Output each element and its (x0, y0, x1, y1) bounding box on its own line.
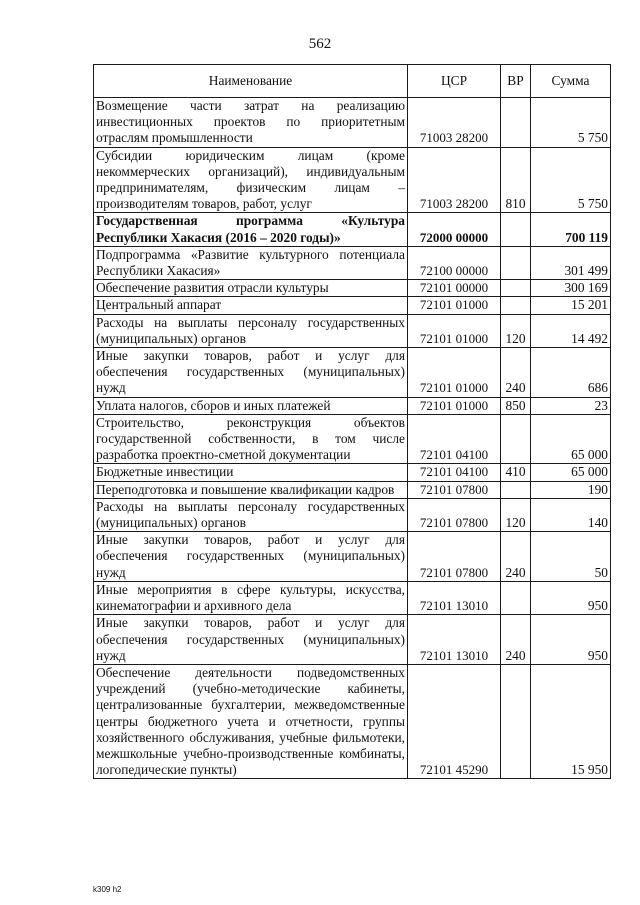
row-vr-cell (501, 280, 531, 297)
row-name-cell: Иные закупки товаров, работ и услуг для обеспечения государственных (муниципальных) нужд (94, 348, 408, 398)
row-sum-cell: 15 950 (531, 664, 611, 778)
row-vr-cell (501, 297, 531, 314)
table-row (94, 397, 611, 414)
row-name-cell: Строительство, реконструкция объектов государственной собственности, в том числе разработка проектно-сметной документации (94, 414, 408, 464)
row-sum-cell: 686 (531, 348, 611, 398)
table-row (94, 664, 611, 778)
row-sum-cell: 950 (531, 581, 611, 614)
row-name-cell: Уплата налогов, сборов и иных платежей (94, 397, 408, 414)
table-row (94, 314, 611, 347)
row-sum-cell: 950 (531, 615, 611, 665)
row-name-cell: Иные мероприятия в сфере культуры, искусства, кинематографии и архивного дела (94, 581, 408, 614)
row-sum-cell: 190 (531, 481, 611, 498)
table-row (94, 98, 611, 148)
header-name: Наименование (94, 65, 408, 98)
table-row (94, 213, 611, 246)
row-sum-cell: 5 750 (531, 147, 611, 213)
row-csr-cell: 72101 01000 (408, 397, 501, 414)
row-name-cell: Центральный аппарат (94, 297, 408, 314)
row-csr-cell: 72101 01000 (408, 314, 501, 347)
row-sum-cell: 65 000 (531, 414, 611, 464)
row-sum-cell: 5 750 (531, 98, 611, 148)
row-name-cell: Иные закупки товаров, работ и услуг для обеспечения государственных (муниципальных) нужд (94, 532, 408, 582)
table-row (94, 280, 611, 297)
row-vr-cell (501, 664, 531, 778)
row-name-cell: Переподготовка и повышение квалификации кадров (94, 481, 408, 498)
table-row (94, 532, 611, 582)
row-csr-cell: 71003 28200 (408, 98, 501, 148)
row-csr-cell: 72000 00000 (408, 213, 501, 246)
row-name-cell: Обеспечение деятельности подведомственных учреждений (учебно-методические кабинеты, централизованные бухгалтерии, межведомственные центры бюджетного учета и отчетности, группы хозяйственного обслуживания, учебные фильмотеки, межшкольные учебно-производственные комбинаты, логопедические пункты) (94, 664, 408, 778)
row-vr-cell: 810 (501, 147, 531, 213)
row-vr-cell (501, 213, 531, 246)
row-sum-cell: 140 (531, 498, 611, 531)
row-csr-cell: 72101 13010 (408, 615, 501, 665)
table-row (94, 464, 611, 481)
row-vr-cell: 240 (501, 348, 531, 398)
row-sum-cell: 65 000 (531, 464, 611, 481)
table-row (94, 297, 611, 314)
row-csr-cell: 72101 45290 (408, 664, 501, 778)
row-csr-cell: 72100 00000 (408, 246, 501, 279)
table-row (94, 481, 611, 498)
header-csr: ЦСР (408, 65, 501, 98)
page-number: 562 (308, 36, 332, 52)
budget-table (93, 64, 611, 779)
row-vr-cell (501, 414, 531, 464)
table-row (94, 147, 611, 213)
row-vr-cell (501, 481, 531, 498)
row-csr-cell: 72101 07800 (408, 498, 501, 531)
row-vr-cell: 240 (501, 532, 531, 582)
row-name-cell: Расходы на выплаты персоналу государственных (муниципальных) органов (94, 314, 408, 347)
row-csr-cell: 72101 07800 (408, 481, 501, 498)
row-csr-cell: 72101 13010 (408, 581, 501, 614)
row-sum-cell: 14 492 (531, 314, 611, 347)
row-name-cell: Бюджетные инвестиции (94, 464, 408, 481)
table-row (94, 348, 611, 398)
table-row (94, 615, 611, 665)
table-row (94, 581, 611, 614)
row-name-cell: Расходы на выплаты персоналу государственных (муниципальных) органов (94, 498, 408, 531)
row-csr-cell: 72101 04100 (408, 464, 501, 481)
header-vr: ВР (501, 65, 531, 98)
row-csr-cell: 72101 07800 (408, 532, 501, 582)
row-csr-cell: 72101 01000 (408, 348, 501, 398)
row-vr-cell: 240 (501, 615, 531, 665)
row-sum-cell: 23 (531, 397, 611, 414)
row-sum-cell: 700 119 (531, 213, 611, 246)
header-sum: Сумма (531, 65, 611, 98)
row-name-cell: Обеспечение развития отрасли культуры (94, 280, 408, 297)
row-vr-cell (501, 246, 531, 279)
table-row (94, 498, 611, 531)
row-name-cell: Подпрограмма «Развитие культурного потенциала Республики Хакасия» (94, 246, 408, 279)
row-vr-cell: 410 (501, 464, 531, 481)
row-csr-cell: 72101 00000 (408, 280, 501, 297)
row-name-cell: Субсидии юридическим лицам (кроме некоммерческих организаций), индивидуальным предпринимателям, физическим лицам – производителям товаров, работ, услуг (94, 147, 408, 213)
row-csr-cell: 72101 01000 (408, 297, 501, 314)
row-name-cell: Государственная программа «Культура Республики Хакасия (2016 – 2020 годы)» (94, 213, 408, 246)
row-vr-cell (501, 98, 531, 148)
row-sum-cell: 15 201 (531, 297, 611, 314)
row-csr-cell: 72101 04100 (408, 414, 501, 464)
row-vr-cell: 850 (501, 397, 531, 414)
row-csr-cell: 71003 28200 (408, 147, 501, 213)
row-vr-cell (501, 581, 531, 614)
row-vr-cell: 120 (501, 314, 531, 347)
row-name-cell: Иные закупки товаров, работ и услуг для обеспечения государственных (муниципальных) нужд (94, 615, 408, 665)
row-vr-cell: 120 (501, 498, 531, 531)
row-sum-cell: 300 169 (531, 280, 611, 297)
table-header-row (94, 65, 611, 98)
table-row (94, 414, 611, 464)
row-name-cell: Возмещение части затрат на реализацию инвестиционных проектов по приоритетным отраслям промышленности (94, 98, 408, 148)
row-sum-cell: 301 499 (531, 246, 611, 279)
table-body (94, 98, 611, 779)
footer-code: k309 h2 (93, 885, 122, 894)
row-sum-cell: 50 (531, 532, 611, 582)
table-row (94, 246, 611, 279)
